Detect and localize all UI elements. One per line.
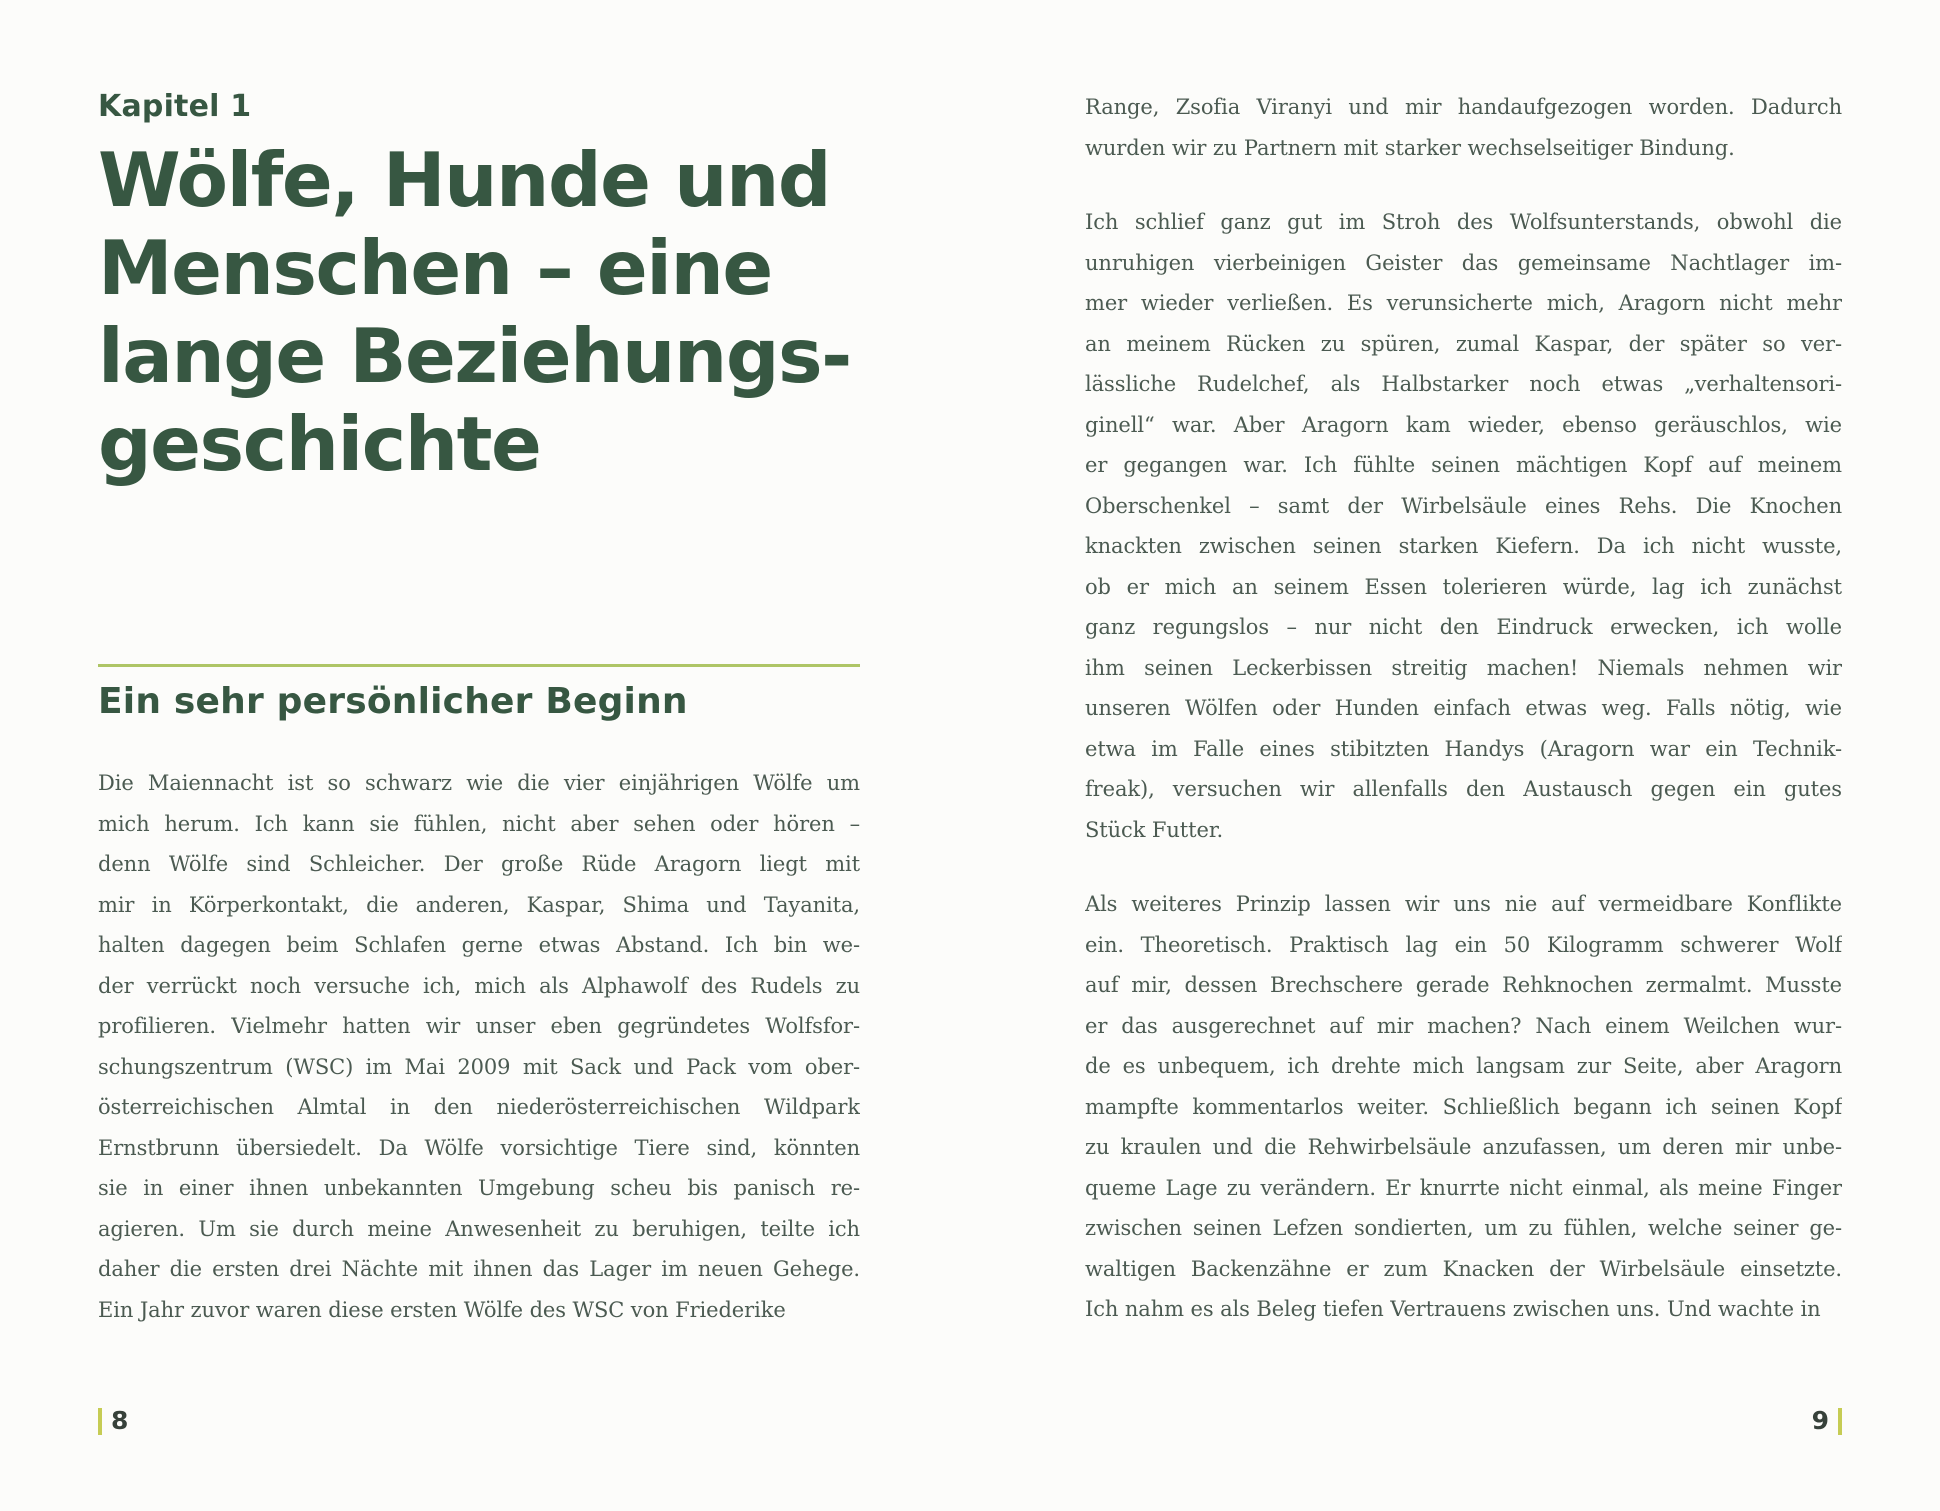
page-right xyxy=(1085,0,1842,1511)
text-line: mer wieder verließen. Es verunsicherte mich, Aragorn nicht mehr xyxy=(1085,291,1842,315)
paragraph xyxy=(1085,884,1842,1330)
text-line: etwa im Falle eines stibitzten Handys (Aragorn war ein Technik- xyxy=(1085,736,1842,761)
text-line: Ich nahm es als Beleg tiefen Vertrauens zwischen uns. Und wachte in xyxy=(1085,1297,1821,1321)
text-line: auf mir, dessen Brechschere gerade Rehknochen zermalmt. Musste xyxy=(1085,973,1842,997)
text-line: ihm seinen Leckerbissen streitig machen! Niemals nehmen wir xyxy=(1085,655,1842,680)
text-line: Ein Jahr zuvor waren diese ersten Wölfe des WSC von Friederike xyxy=(98,1297,786,1322)
text-line: Als weiteres Prinzip lassen wir uns nie auf vermeidbare Konflikte xyxy=(1085,892,1842,916)
text-line: ganz regungslos – nur nicht den Eindruck erwecken, ich wolle xyxy=(1085,615,1842,639)
page-number-right xyxy=(1085,1406,1842,1436)
text-line: mampfte kommentarlos weiter. Schließlich begann ich seinen Kopf xyxy=(1085,1094,1842,1119)
text-line: mich herum. Ich kann sie fühlen, nicht aber sehen oder hören – xyxy=(98,811,860,836)
page-left xyxy=(98,0,860,1511)
text-line: halten dagegen beim Schlafen gerne etwas Abstand. Ich bin we- xyxy=(98,933,860,957)
chapter-title xyxy=(98,136,860,488)
text-line: an meinem Rücken zu spüren, zumal Kaspar, der später so ver- xyxy=(1085,331,1842,356)
text-line: Stück Futter. xyxy=(1085,817,1224,842)
text-line: ob er mich an seinem Essen tolerieren würde, lag ich zunächst xyxy=(1085,574,1842,599)
text-line: queme Lage zu verändern. Er knurrte nicht einmal, als meine Finger xyxy=(1085,1175,1842,1200)
paragraph xyxy=(1085,202,1842,850)
text-line: knackten zwischen seinen starken Kiefern. Da ich nicht wusste, xyxy=(1085,534,1842,558)
text-line: Ich schlief ganz gut im Stroh des Wolfsunterstands, obwohl die xyxy=(1085,210,1842,234)
page-number-bar-right xyxy=(1838,1408,1842,1435)
text-line: agieren. Um sie durch meine Anwesenheit zu beruhigen, teilte ich xyxy=(98,1216,860,1241)
text-line: unruhigen vierbeinigen Geister das gemeinsame Nachtlager im- xyxy=(1085,250,1842,275)
text-line: profilieren. Vielmehr hatten wir unser eben gegründetes Wolfsfor- xyxy=(98,1014,860,1038)
text-line: er das ausgerechnet auf mir machen? Nach einem Weilchen wur- xyxy=(1085,1013,1842,1038)
text-line: denn Wölfe sind Schleicher. Der große Rüde Aragorn liegt mit xyxy=(98,852,860,876)
section-heading: Ein sehr persönlicher Beginn xyxy=(98,681,688,722)
text-line: schungszentrum (WSC) im Mai 2009 mit Sack und Pack vom ober- xyxy=(98,1054,860,1079)
paragraph xyxy=(1085,87,1842,168)
text-line: ein. Theoretisch. Praktisch lag ein 50 Kilogramm schwerer Wolf xyxy=(1085,932,1842,957)
text-line: wurden wir zu Partnern mit starker wechselseitiger Bindung. xyxy=(1085,135,1735,160)
text-line: der verrückt noch versuche ich, mich als Alphawolf des Rudels zu xyxy=(98,973,860,998)
text-line: waltigen Backenzähne er zum Knacken der Wirbelsäule einsetzte. xyxy=(1085,1256,1842,1281)
text-line: lässliche Rudelchef, als Halbstarker noch etwas „verhaltensori- xyxy=(1085,372,1842,396)
text-line: österreichischen Almtal in den niederösterreichischen Wildpark xyxy=(98,1095,860,1119)
text-line: ginell“ war. Aber Aragorn kam wieder, ebenso geräuschlos, wie xyxy=(1085,412,1842,437)
page-number-value-left: 8 xyxy=(111,1406,129,1435)
text-line: er gegangen war. Ich fühlte seinen mächtigen Kopf auf meinem xyxy=(1085,453,1842,477)
title-line: lange Beziehungs- xyxy=(98,312,851,400)
page-number-bar-left xyxy=(98,1408,102,1435)
paragraph xyxy=(98,763,860,1330)
page-number-value-right: 9 xyxy=(1811,1406,1829,1435)
text-line: de es unbequem, ich drehte mich langsam zur Seite, aber Aragorn xyxy=(1085,1054,1842,1078)
text-line: unseren Wölfen oder Hunden einfach etwas weg. Falls nötig, wie xyxy=(1085,696,1842,720)
title-line: Menschen – eine xyxy=(98,224,772,312)
page-number-left xyxy=(98,1406,860,1436)
section-divider-rule xyxy=(98,664,860,667)
text-line: Oberschenkel – samt der Wirbelsäule eines Rehs. Die Knochen xyxy=(1085,493,1842,518)
title-line: Wölfe, Hunde und xyxy=(98,136,831,224)
text-line: daher die ersten drei Nächte mit ihnen das Lager im neuen Gehege. xyxy=(98,1257,860,1281)
body-text-right xyxy=(1085,87,1842,1330)
body-text-left xyxy=(98,763,860,1330)
text-line: zu kraulen und die Rehwirbelsäule anzufassen, um deren mir unbe- xyxy=(1085,1135,1842,1159)
text-line: Range, Zsofia Viranyi und mir handaufgezogen worden. Dadurch xyxy=(1085,95,1842,119)
text-line: Ernstbrunn übersiedelt. Da Wölfe vorsichtige Tiere sind, könnten xyxy=(98,1135,860,1160)
text-line: sie in einer ihnen unbekannten Umgebung scheu bis panisch re- xyxy=(98,1176,860,1200)
text-line: Die Maiennacht ist so schwarz wie die vier einjährigen Wölfe um xyxy=(98,771,860,795)
text-line: mir in Körperkontakt, die anderen, Kaspar, Shima und Tayanita, xyxy=(98,892,860,917)
text-line: zwischen seinen Lefzen sondierten, um zu fühlen, welche seiner ge- xyxy=(1085,1216,1842,1240)
title-line: geschichte xyxy=(98,400,541,488)
chapter-label: Kapitel 1 xyxy=(98,89,252,124)
text-line: freak), versuchen wir allenfalls den Austausch gegen ein gutes xyxy=(1085,777,1842,801)
